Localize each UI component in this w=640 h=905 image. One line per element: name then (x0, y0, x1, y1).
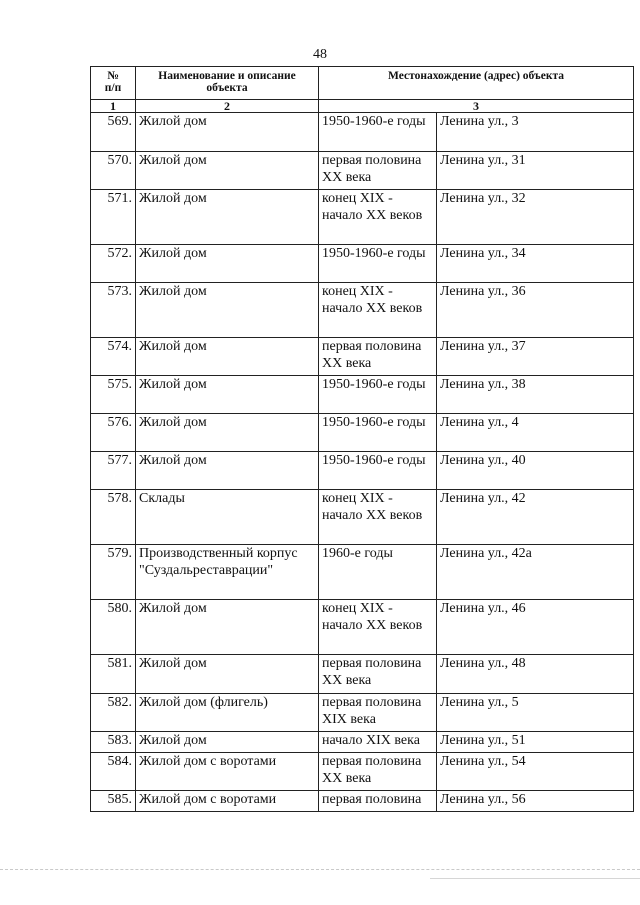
number-header-line1: № (107, 70, 119, 82)
object-name: Жилой дом (136, 338, 319, 376)
name-header-line1: Наименование и описание (158, 70, 296, 82)
object-name: Жилой дом (136, 655, 319, 694)
column-index-row (91, 100, 634, 113)
object-period: 1960-е годы (319, 545, 437, 600)
row-number: 578. (91, 490, 136, 545)
object-name: Жилой дом (136, 376, 319, 414)
name-column-header (136, 67, 319, 100)
object-name: Жилой дом (136, 732, 319, 753)
object-address: Ленина ул., 31 (437, 152, 634, 190)
object-name: Жилой дом (136, 414, 319, 452)
row-number: 574. (91, 338, 136, 376)
object-period: первая половина XX века (319, 655, 437, 694)
table-header-row (91, 67, 634, 100)
row-number: 582. (91, 694, 136, 732)
object-address: Ленина ул., 54 (437, 753, 634, 791)
table-row (91, 694, 634, 732)
number-column-header (91, 67, 136, 100)
table-row (91, 545, 634, 600)
object-address: Ленина ул., 40 (437, 452, 634, 490)
table-row (91, 414, 634, 452)
object-name: Жилой дом (136, 152, 319, 190)
location-column-header: Местонахождение (адрес) объекта (319, 67, 634, 100)
row-number: 579. (91, 545, 136, 600)
object-name: Жилой дом (136, 245, 319, 283)
table-body (91, 113, 634, 812)
row-number: 585. (91, 791, 136, 812)
object-period: конец XIX - начало XX веков (319, 600, 437, 655)
table-row (91, 600, 634, 655)
object-name: Жилой дом (136, 283, 319, 338)
scan-artifact-line (0, 869, 640, 870)
object-name: Жилой дом (136, 190, 319, 245)
table-row (91, 245, 634, 283)
row-number: 572. (91, 245, 136, 283)
object-address: Ленина ул., 56 (437, 791, 634, 812)
table-row (91, 113, 634, 152)
object-period: первая половина XX века (319, 753, 437, 791)
row-number: 569. (91, 113, 136, 152)
table-row (91, 376, 634, 414)
heritage-objects-table (90, 66, 634, 812)
object-address: Ленина ул., 4 (437, 414, 634, 452)
page-number: 48 (313, 47, 327, 62)
column-index-2: 2 (136, 100, 319, 113)
object-period: первая половина (319, 791, 437, 812)
row-number: 583. (91, 732, 136, 753)
object-address: Ленина ул., 38 (437, 376, 634, 414)
row-number: 576. (91, 414, 136, 452)
object-period: 1950-1960-е годы (319, 414, 437, 452)
object-name: Склады (136, 490, 319, 545)
object-period: первая половина XIX века (319, 694, 437, 732)
object-period: 1950-1960-е годы (319, 452, 437, 490)
row-number: 580. (91, 600, 136, 655)
object-name: Жилой дом (136, 600, 319, 655)
table-row (91, 190, 634, 245)
object-address: Ленина ул., 46 (437, 600, 634, 655)
object-period: конец XIX - начало XX веков (319, 283, 437, 338)
object-name: Жилой дом (136, 113, 319, 152)
row-number: 581. (91, 655, 136, 694)
column-index-1: 1 (91, 100, 136, 113)
object-address: Ленина ул., 5 (437, 694, 634, 732)
object-address: Ленина ул., 48 (437, 655, 634, 694)
object-period: первая половина XX века (319, 152, 437, 190)
object-address: Ленина ул., 3 (437, 113, 634, 152)
object-period: 1950-1960-е годы (319, 113, 437, 152)
object-address: Ленина ул., 34 (437, 245, 634, 283)
object-address: Ленина ул., 37 (437, 338, 634, 376)
object-address: Ленина ул., 32 (437, 190, 634, 245)
number-header-line2: п/п (104, 82, 122, 94)
row-number: 575. (91, 376, 136, 414)
row-number: 577. (91, 452, 136, 490)
row-number: 571. (91, 190, 136, 245)
object-address: Ленина ул., 42а (437, 545, 634, 600)
scan-artifact-line-2 (430, 878, 640, 879)
name-header-line2: объекта (206, 82, 248, 94)
table-row (91, 338, 634, 376)
object-period: 1950-1960-е годы (319, 245, 437, 283)
row-number: 570. (91, 152, 136, 190)
object-address: Ленина ул., 42 (437, 490, 634, 545)
table-row (91, 655, 634, 694)
object-name: Жилой дом (флигель) (136, 694, 319, 732)
table-row (91, 490, 634, 545)
table-row (91, 283, 634, 338)
column-index-3: 3 (319, 100, 634, 113)
table-row (91, 753, 634, 791)
row-number: 573. (91, 283, 136, 338)
table-row (91, 152, 634, 190)
table-row (91, 732, 634, 753)
object-name: Жилой дом с воротами (136, 791, 319, 812)
object-address: Ленина ул., 36 (437, 283, 634, 338)
object-period: конец XIX - начало XX веков (319, 490, 437, 545)
object-name: Жилой дом с воротами (136, 753, 319, 791)
table-row (91, 791, 634, 812)
object-period: начало XIX века (319, 732, 437, 753)
table-row (91, 452, 634, 490)
object-period: первая половина XX века (319, 338, 437, 376)
row-number: 584. (91, 753, 136, 791)
object-name: Жилой дом (136, 452, 319, 490)
object-period: конец XIX - начало XX веков (319, 190, 437, 245)
object-address: Ленина ул., 51 (437, 732, 634, 753)
object-period: 1950-1960-е годы (319, 376, 437, 414)
object-name: Производственный корпус "Суздальреставрации" (136, 545, 319, 600)
